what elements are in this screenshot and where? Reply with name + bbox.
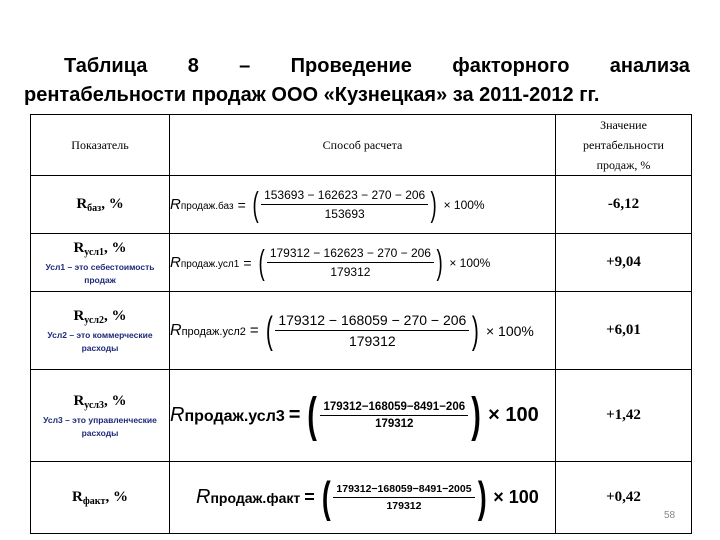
header-method: Способ расчета [170,115,556,176]
indicator-label: $R_{усл1}$, % [73,239,127,258]
header-row [31,115,692,176]
formula-cell [170,370,556,462]
fraction [275,312,469,349]
fraction [267,246,434,279]
fraction [333,483,474,512]
factor-analysis-table [30,114,692,534]
indicator-cell [31,462,170,534]
caption-word: – [239,55,251,77]
numerator: 179312 − 162623 − 270 − 206 [267,246,434,263]
indicator-note: Усл3 – это управленческие расходы [43,414,157,438]
table-row [31,370,692,462]
formula: R продаж.баз = ( $\frac{153693 - 162623 - 270 - 206}{153693}$ ) × 100% [170,185,485,224]
formula: R продаж.усл1 = ( $\frac{179312 - 162623 - 270 - 206}{179312}$ ) × 100% [170,243,491,282]
value-cell: +0,42 [556,462,692,534]
value-cell: +1,42 [556,370,692,462]
numerator: 153693 − 162623 − 270 − 206 [261,188,428,205]
caption-word: 8 [187,55,199,77]
denominator: 179312 [348,333,396,349]
indicator-cell [31,370,170,462]
header-value-line: Значение [600,118,647,132]
table-row [31,176,692,234]
caption-line-1 [24,52,690,81]
indicator-note: Усл1 – это себестоимость продаж [45,261,155,285]
value-cell: +9,04 [556,234,692,292]
caption-line-2: рентабельности продаж ООО «Кузнецкая» за 2011-2012 гг. [24,84,600,106]
fraction [261,188,428,221]
formula-cell [170,462,556,534]
formula: R продаж.усл2 = ( $\frac{179312 - 168059 - 270 - 206}{179312}$ ) × 100% [170,309,534,352]
numerator: 179312−168059−8491−2005 [333,483,474,498]
header-value-line: рентабельности [583,138,664,152]
table-row [31,462,692,534]
caption-word: Таблица [64,55,148,77]
formula: R продаж.факт = ( $\frac{179312-168059-8491-2005}{179312}$ ) × 100 [196,472,539,522]
formula-cell [170,292,556,370]
formula: R продаж.усл3 = ( $\frac{179312-168059-8491-206}{179312}$ ) × 100 [170,388,539,442]
indicator-note: Усл2 – это коммерческие расходы [47,329,153,353]
formula-cell [170,234,556,292]
denominator: 179312 [375,418,414,430]
numerator: 179312−168059−8491−206 [320,401,468,416]
caption-word: Проведение [290,55,412,77]
header-value-line: продаж, % [596,158,651,172]
indicator-cell [31,234,170,292]
formula-cell [170,176,556,234]
value-cell: +6,01 [556,292,692,370]
header-value [556,115,692,176]
indicator-cell [31,292,170,370]
page-number: 58 [664,510,676,521]
indicator-label: $R_{усл3}$, % [73,392,127,411]
table-row [31,292,692,370]
denominator: 179312 [386,500,422,512]
value-cell: -6,12 [556,176,692,234]
indicator-cell [31,176,170,234]
indicator-label: $R_{факт}$, % [72,489,128,507]
denominator: 179312 [330,265,371,279]
header-indicator: Показатель [31,115,170,176]
indicator-label: $R_{баз}$, % [76,196,124,214]
numerator: 179312 − 168059 − 270 − 206 [275,312,469,331]
fraction [320,401,468,430]
indicator-label: $R_{усл2}$, % [73,307,127,326]
caption-word: анализа [609,55,690,77]
table-row [31,234,692,292]
table-caption [24,52,690,110]
denominator: 153693 [324,207,365,221]
caption-word: факторного [452,55,570,77]
